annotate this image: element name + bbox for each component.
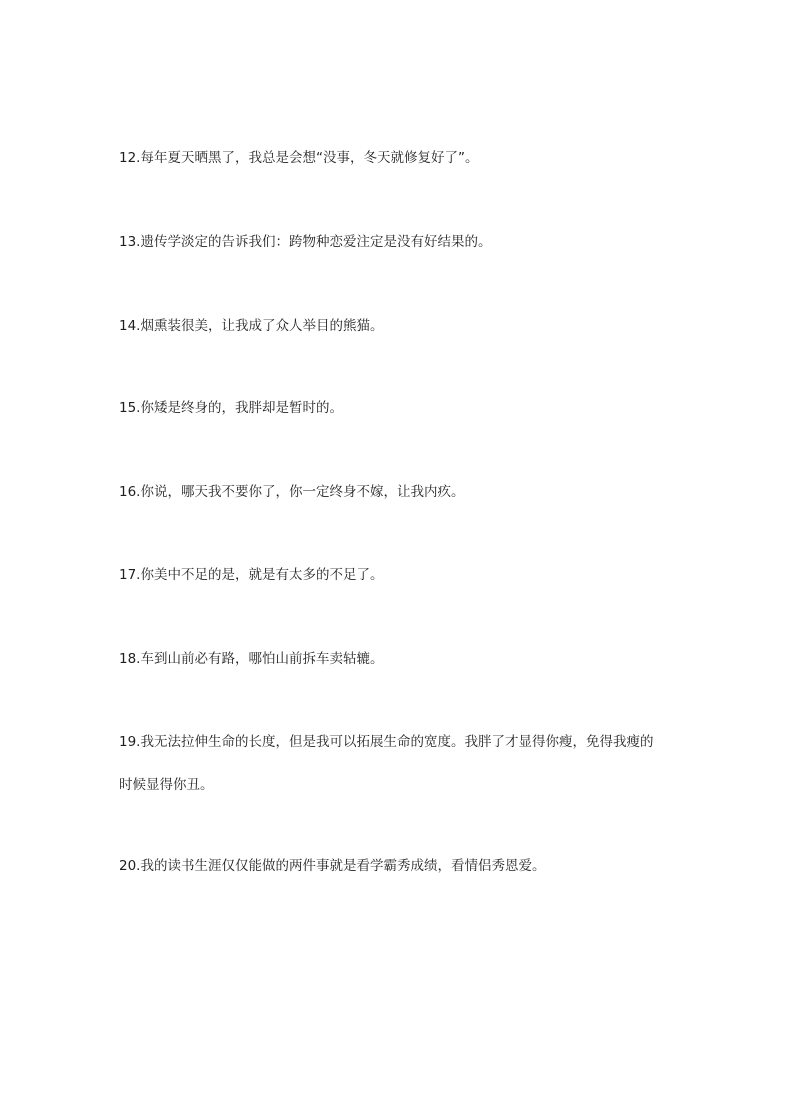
text-line-20: 20.我的读书生涯仅仅能做的两件事就是看学霸秀成绩，看情侣秀恩爱。 [119, 858, 546, 874]
text-line-17: 17.你美中不足的是，就是有太多的不足了。 [119, 567, 384, 583]
text-line-16: 16.你说，哪天我不要你了，你一定终身不嫁，让我内疚。 [119, 484, 465, 500]
text-line-15: 15.你矮是终身的，我胖却是暂时的。 [119, 400, 343, 416]
text-line-19-part2: 时候显得你丑。 [119, 777, 214, 793]
text-line-18: 18.车到山前必有路，哪怕山前拆车卖轱辘。 [119, 651, 384, 667]
text-line-12: 12.每年夏天晒黑了，我总是会想“没事，冬天就修复好了”。 [119, 150, 479, 166]
text-line-19-part1: 19.我无法拉伸生命的长度，但是我可以拓展生命的宽度。我胖了才显得你瘦，免得我瘦的 [119, 734, 654, 750]
text-line-13: 13.遗传学淡定的告诉我们：跨物种恋爱注定是没有好结果的。 [119, 234, 492, 250]
text-line-14: 14.烟熏装很美，让我成了众人举目的熊猫。 [119, 318, 384, 334]
